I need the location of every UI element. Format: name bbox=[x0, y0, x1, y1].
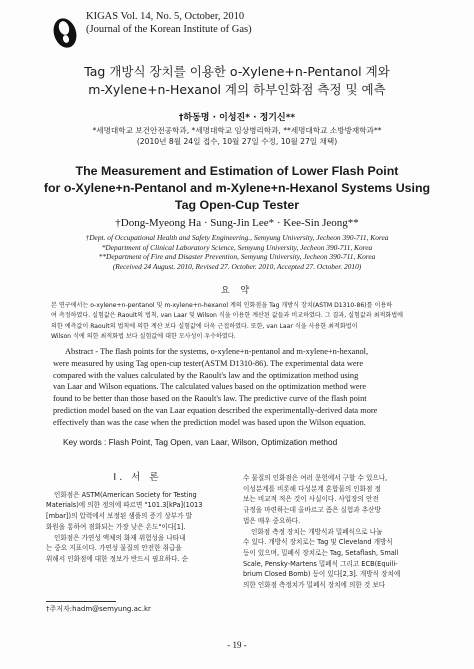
footnote-divider bbox=[46, 601, 116, 602]
korean-title-line-2: m-Xylene+n-Hexanol 계의 하부인화점 측정 및 예측 bbox=[88, 82, 386, 97]
introduction-left-column bbox=[46, 473, 229, 565]
page-number: - 19 - bbox=[227, 640, 247, 650]
body-line: 보는 비교적 적은 것이 사실이다. 사업장의 안전 bbox=[243, 495, 379, 504]
english-abstract-line: effectively than was the case when the prediction model was based upon the Wilson equation. bbox=[53, 417, 366, 427]
body-line: 인화점은 가연성 액체의 화재 위험성을 나타내 bbox=[54, 533, 186, 542]
keywords: Key words : Flash Point, Tag Open, van Laar, Wilson, Optimization method bbox=[63, 437, 338, 447]
english-abstract-line: were measured by using Tag open-cup tester(ASTM D1310-86). The experimental data were bbox=[53, 358, 364, 368]
korean-abstract-line: 여 측정하였다. 실험값은 Raoult의 법칙, van Laar 및 Wilson 식을 이용한 계산된 값들과 비교하였다. 그 결과, 실험값과 최적화법에 bbox=[51, 312, 404, 320]
english-affiliations bbox=[0, 233, 474, 271]
korean-abstract bbox=[51, 301, 425, 342]
body-line: 는 중요 지표이다. 가연성 물질의 안전한 취급을 bbox=[46, 544, 182, 553]
body-line: 수 있다. 개방식 장치로는 Tag 및 Cleveland 개방식 bbox=[243, 538, 393, 547]
english-abstract-line: van Laar and Wilson equations. The calculated values based on the optimization method were bbox=[53, 382, 367, 392]
english-title bbox=[0, 163, 474, 214]
section-heading-introduction: I. 서 론 bbox=[113, 472, 162, 483]
english-abstract-line: Abstract - The flash points for the systems, o-xylene+n-pentanol and m-xylene+n-hexanol, bbox=[65, 347, 369, 356]
korean-abstract-heading: 요 약 bbox=[220, 286, 254, 296]
body-line: 수 물질의 인화점은 여러 문헌에서 구할 수 있으나, bbox=[243, 474, 388, 482]
english-title-line-3: Tag Open-Cup Tester bbox=[174, 198, 300, 212]
body-line: 인화점은 ASTM(American Society for Testing bbox=[54, 490, 197, 499]
affiliation-fire-disaster: **Department of Fire and Disaster Prevention, Semyung University, Jecheon 390-711, Korea bbox=[98, 252, 376, 261]
corresponding-author-footnote: †주저자:hadm@semyung.ac.kr bbox=[46, 605, 151, 613]
english-title-line-2: for o-Xylene+n-Pentanol and m-Xylene+n-Hexanol Systems Using bbox=[43, 181, 431, 195]
english-received-dates: (Received 24 August. 2010, Revised 27. October. 2010, Accepted 27. October. 2010) bbox=[112, 261, 362, 271]
journal-logo-icon bbox=[52, 16, 78, 50]
korean-title bbox=[0, 63, 474, 99]
body-line: 인화점 측정 장치는 개방식과 밀폐식으로 나눌 bbox=[251, 527, 383, 536]
english-abstract-line: prediction model based on the van Laar equation described the experimentally-derived data more bbox=[53, 405, 378, 415]
body-line: 이성분계를 비롯해 다성분계 혼합물의 인화점 정 bbox=[243, 484, 381, 493]
english-abstract-line: compared with the values calculated by the Raoult's law and the optimization method using bbox=[53, 370, 359, 380]
body-line: brium Closed Bomb) 등이 있다[2,3]. 개방식 장치에 bbox=[243, 570, 401, 579]
english-authors: †Dong-Myeong Ha · Sung-Jin Lee* · Kee-Sin Jeong** bbox=[115, 217, 359, 229]
english-abstract bbox=[53, 346, 425, 429]
korean-affiliations bbox=[0, 125, 474, 147]
english-title-line-1: The Measurement and Estimation of Lower Flash Point bbox=[75, 164, 399, 178]
body-line: 법은 매우 중요하다. bbox=[243, 516, 301, 525]
korean-received-dates: (2010년 8월 24일 접수, 10월 27일 수정, 10월 27일 채택) bbox=[136, 137, 338, 146]
korean-title-line-1: Tag 개방식 장치를 이용한 o-Xylene+n-Pentanol 계와 bbox=[84, 64, 390, 79]
body-line: 규정을 마련하는데 올바르고 좀은 실험과 추산방 bbox=[243, 506, 381, 515]
body-line: Scale, Pensky-Martens 밀폐식 그리고 ECB(Equili- bbox=[243, 559, 398, 568]
affiliation-clinical-laboratory: *Department of Clinical Laboratory Science, Semyung University, Jecheon 390-711, Korea bbox=[101, 242, 373, 252]
korean-abstract-line: Wilson 식에 의한 최적화법 보다 실험값에 대한 모사성이 우수하였다. bbox=[51, 332, 236, 340]
korean-abstract-line: 본 연구에서는 o-xylene+n-pentanol 및 m-xylene+n-hexanol 계의 인화점을 Tag 개방식 장치(ASTM D1310-86)를 이용하 bbox=[51, 302, 393, 309]
introduction-right-column bbox=[243, 473, 426, 591]
journal-name: (Journal of the Korean Institute of Gas) bbox=[86, 24, 252, 35]
journal-info bbox=[86, 10, 252, 36]
body-line: [mbar])의 압력에서 보정된 샘플의 증기 상부가 발 bbox=[46, 512, 192, 521]
korean-affiliation-line-1: *세명대학교 보건안전공학과, *세명대학교 임상병리학과, **세명대학교 소방방재학과** bbox=[92, 126, 382, 135]
english-abstract-line: found to be better than those based on the Raoult's law. The predictive curve of the flash point bbox=[53, 394, 367, 404]
affiliation-occupational-health: †Dept. of Occupational Health and Safety Engineering., Semyung University, Jecheon 390-711, Korea bbox=[85, 233, 389, 242]
body-line: 의한 인화점 측정치가 밀폐식 장치에 의한 것 보다 bbox=[243, 581, 386, 590]
korean-abstract-line: 의한 예측값이 Raoult의 법칙에 의한 계산 보다 실험값에 더욱 근접하였다. 또한, van Laar 식을 사용한 최적화법이 bbox=[51, 322, 358, 330]
body-line: 화원을 통하여 점화되는 가장 낮은 온도"이다[1]. bbox=[46, 522, 186, 531]
korean-authors: †하동명 · 이성진* · 정기신** bbox=[178, 113, 296, 123]
body-line: Materials)에 의한 정의에 따르면 "101.3[kPa](1013 bbox=[46, 501, 203, 510]
journal-volume: KIGAS Vol. 14, No. 5, October, 2010 bbox=[86, 11, 245, 22]
body-line: 위해서 인화점에 대한 정보가 반드시 필요하다. 순 bbox=[46, 554, 189, 563]
body-line: 등이 있으며, 밀폐식 장치로는 Tag, Setaflash, Small bbox=[243, 548, 399, 557]
